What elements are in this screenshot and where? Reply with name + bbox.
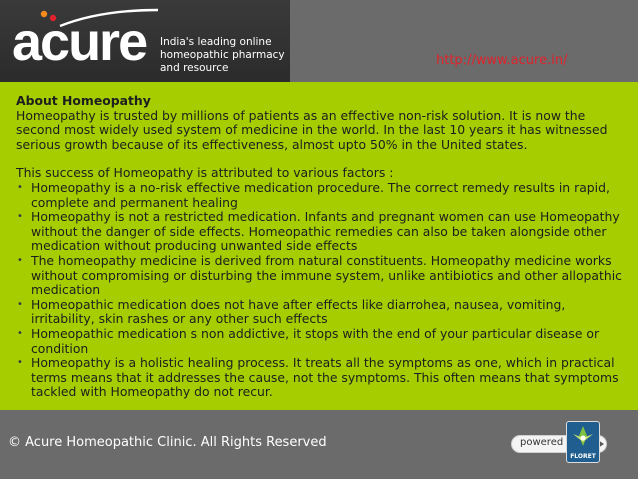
floret-badge[interactable]	[566, 421, 600, 463]
copyright-text: © Acure Homeopathic Clinic. All Rights Reserved	[8, 435, 327, 450]
powered-label: powered	[520, 437, 564, 448]
list-item: • The homeopathy medicine is derived from natural constituents. Homeopathy medicine works without compromising or disturbing the immune system, unlike antibiotics and other allopathic medication	[16, 254, 632, 298]
footer	[0, 410, 638, 479]
acure-logo[interactable]	[0, 0, 290, 82]
tagline-line: homeopathic pharmacy	[160, 49, 285, 61]
content-panel	[0, 82, 638, 410]
tagline-line: and resource	[160, 62, 229, 74]
tagline-line: India's leading online	[160, 36, 272, 48]
list-item: • Homeopathic medication s non addictive, it stops with the end of your particular disease or condition	[16, 327, 632, 356]
logo-wordmark: acure	[12, 12, 147, 72]
logo-tagline	[160, 36, 288, 75]
intro-paragraph: Homeopathy is trusted by millions of patients as an effective non-risk solution. It is now the second most widely used system of medicine in the world. In the last 10 years it has witnessed serious growth because of its effectiveness, almost upto 50% in the United states.	[16, 107, 608, 152]
section-heading: About Homeopathy	[16, 93, 151, 108]
list-item: • Homeopathy is a no-risk effective medication procedure. The correct remedy results in rapid, complete and permanent healing	[16, 181, 632, 210]
list-item: • Homeopathy is not a restricted medication. Infants and pregnant women can use Homeopathy without the danger of side effects. Homeopathic remedies can also be taken alongside other medication without producing unwanted side effects	[16, 210, 632, 254]
factors-list	[16, 181, 632, 400]
list-item: • Homeopathic medication does not have after effects like diarrohea, nausea, vomiting, irritability, skin rashes or any other such effects	[16, 298, 632, 327]
header	[0, 0, 638, 82]
website-link[interactable]: http://www.acure.in/	[436, 53, 568, 68]
floret-label: FLORET	[570, 453, 596, 460]
list-item: • Homeopathy is a holistic healing process. It treats all the symptoms as one, which in practical terms means that it addresses the cause, not the symptoms. This often means that symptoms tackled with Homeopathy do not recur.	[16, 356, 632, 400]
content-text	[16, 94, 632, 400]
floret-flower-icon	[567, 422, 599, 452]
factors-intro: This success of Homeopathy is attributed to various factors :	[16, 165, 394, 181]
